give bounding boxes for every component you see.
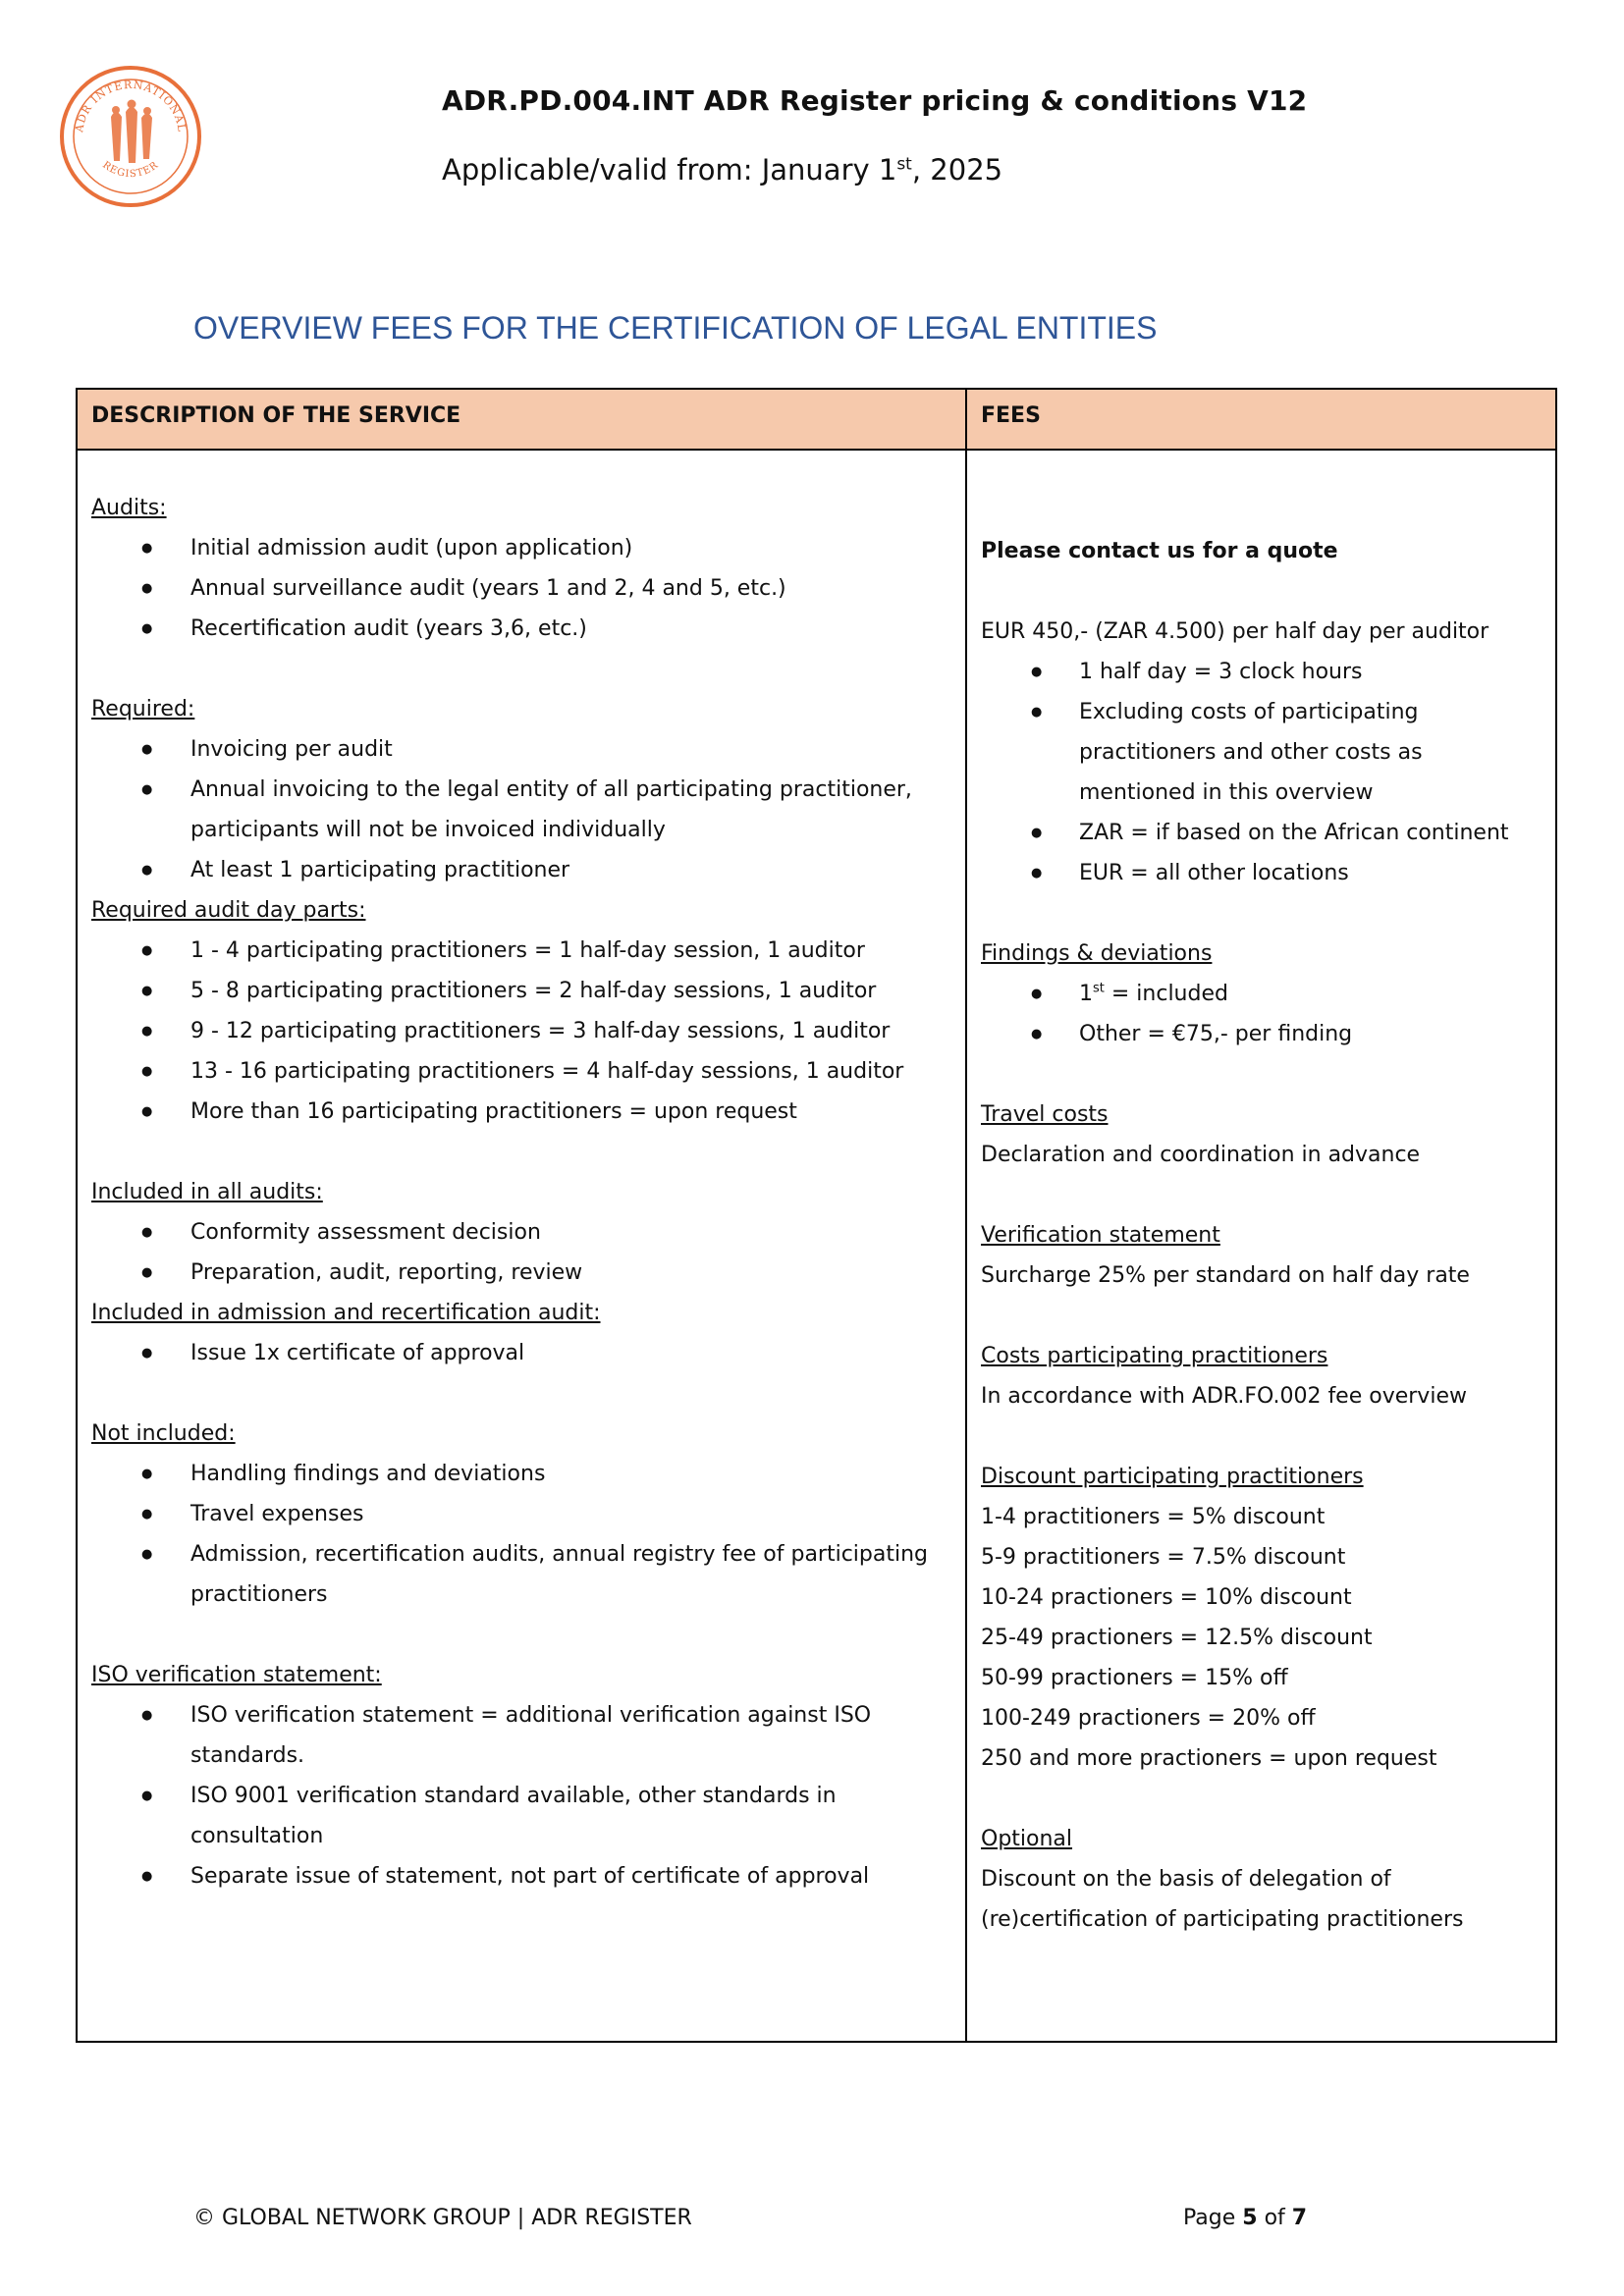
list-item: ● Preparation, audit, reporting, review	[91, 1253, 951, 1293]
list-item: ● Travel expenses	[91, 1494, 951, 1534]
travel-text: Declaration and coordination in advance	[981, 1143, 1421, 1167]
fees-cell	[966, 450, 1556, 2042]
audits-list	[91, 528, 951, 649]
footer-page-number: Page 5 of 7	[1183, 2206, 1308, 2230]
list-item: ● ZAR = if based on the African continent	[981, 813, 1542, 853]
required-heading: Required:	[91, 697, 195, 721]
list-item: ● EUR = all other locations	[981, 853, 1542, 893]
list-item: ● 9 - 12 participating practitioners = 3 half-day sessions, 1 auditor	[91, 1011, 951, 1051]
list-item: ● Annual invoicing to the legal entity of all participating practitioner, participants will not be invoiced individually	[91, 770, 951, 850]
list-item: ● Recertification audit (years 3,6, etc.)	[91, 609, 951, 649]
not-included-heading: Not included:	[91, 1421, 236, 1446]
costs-text: In accordance with ADR.FO.002 fee overview	[981, 1384, 1467, 1409]
list-item: ● Other = €75,- per finding	[981, 1014, 1542, 1054]
verification-text: Surcharge 25% per standard on half day rate	[981, 1263, 1470, 1288]
discount-heading: Discount participating practitioners	[981, 1465, 1364, 1489]
validity-date: Applicable/valid from: January 1st, 2025	[442, 153, 1003, 187]
list-item: ● Invoicing per audit	[91, 729, 951, 770]
included-admission-heading: Included in admission and recertification audit:	[91, 1301, 601, 1325]
list-item: ● 13 - 16 participating practitioners = 4 half-day sessions, 1 auditor	[91, 1051, 951, 1092]
document-title: ADR.PD.004.INT ADR Register pricing & conditions V12	[442, 84, 1308, 117]
optional-text: Discount on the basis of delegation of (re)certification of participating practitioners	[981, 1867, 1464, 1932]
costs-heading: Costs participating practitioners	[981, 1344, 1328, 1368]
list-item: ● Admission, recertification audits, annual registry fee of participating practitioners	[91, 1534, 951, 1615]
included-list	[91, 1212, 951, 1293]
discount-line: 250 and more practioners = upon request	[981, 1746, 1437, 1771]
list-item: ● Handling findings and deviations	[91, 1454, 951, 1494]
discount-line: 50-99 practioners = 15% off	[981, 1666, 1288, 1690]
list-item: ● ISO 9001 verification standard available, other standards in consultation	[91, 1776, 951, 1856]
audits-heading: Audits:	[91, 496, 167, 520]
discount-line: 100-249 practioners = 20% off	[981, 1706, 1316, 1731]
list-item: ● Conformity assessment decision	[91, 1212, 951, 1253]
column-header-description: DESCRIPTION OF THE SERVICE	[77, 389, 966, 450]
findings-heading: Findings & deviations	[981, 941, 1213, 966]
included-admission-list	[91, 1333, 951, 1373]
logo-text-top: ADR INTERNATIONAL	[73, 78, 189, 133]
list-item: ● Issue 1x certificate of approval	[91, 1333, 951, 1373]
list-item: ● 1st = included	[981, 974, 1542, 1014]
not-included-list	[91, 1454, 951, 1615]
optional-heading: Optional	[981, 1827, 1073, 1851]
description-cell	[77, 450, 966, 2042]
discount-line: 25-49 practioners = 12.5% discount	[981, 1626, 1373, 1650]
list-item: ● Excluding costs of participating practitioners and other costs as mentioned in this overview	[981, 692, 1542, 813]
findings-list	[981, 974, 1542, 1054]
discount-line: 10-24 practioners = 10% discount	[981, 1585, 1352, 1610]
footer-copyright: © GLOBAL NETWORK GROUP | ADR REGISTER	[193, 2206, 692, 2230]
adr-register-logo	[57, 63, 204, 210]
list-item: ● ISO verification statement = additional verification against ISO standards.	[91, 1695, 951, 1776]
list-item: ● At least 1 participating practitioner	[91, 850, 951, 890]
quote-text: Please contact us for a quote	[981, 539, 1338, 563]
rate-list	[981, 652, 1542, 893]
discount-line: 1-4 practitioners = 5% discount	[981, 1505, 1326, 1529]
included-heading: Included in all audits:	[91, 1180, 323, 1204]
list-item: ● Initial admission audit (upon application)	[91, 528, 951, 568]
verification-heading: Verification statement	[981, 1223, 1220, 1248]
iso-list	[91, 1695, 951, 1896]
dayparts-heading: Required audit day parts:	[91, 898, 366, 923]
iso-heading: ISO verification statement:	[91, 1663, 382, 1687]
section-title: OVERVIEW FEES FOR THE CERTIFICATION OF LEGAL ENTITIES	[193, 310, 1158, 346]
list-item: ● More than 16 participating practitioners = upon request	[91, 1092, 951, 1132]
list-item: ● 1 half day = 3 clock hours	[981, 652, 1542, 692]
discount-line: 5-9 practitioners = 7.5% discount	[981, 1545, 1346, 1570]
list-item: ● 5 - 8 participating practitioners = 2 half-day sessions, 1 auditor	[91, 971, 951, 1011]
list-item: ● Annual surveillance audit (years 1 and 2, 4 and 5, etc.)	[91, 568, 951, 609]
travel-heading: Travel costs	[981, 1102, 1109, 1127]
list-item: ● Separate issue of statement, not part of certificate of approval	[91, 1856, 951, 1896]
fees-table	[76, 388, 1557, 2043]
dayparts-list	[91, 931, 951, 1132]
rate-text: EUR 450,- (ZAR 4.500) per half day per auditor	[981, 619, 1489, 644]
column-header-fees: FEES	[966, 389, 1556, 450]
logo-text-bottom: REGISTER	[100, 159, 161, 181]
list-item: ● 1 - 4 participating practitioners = 1 half-day session, 1 auditor	[91, 931, 951, 971]
required-list	[91, 729, 951, 890]
